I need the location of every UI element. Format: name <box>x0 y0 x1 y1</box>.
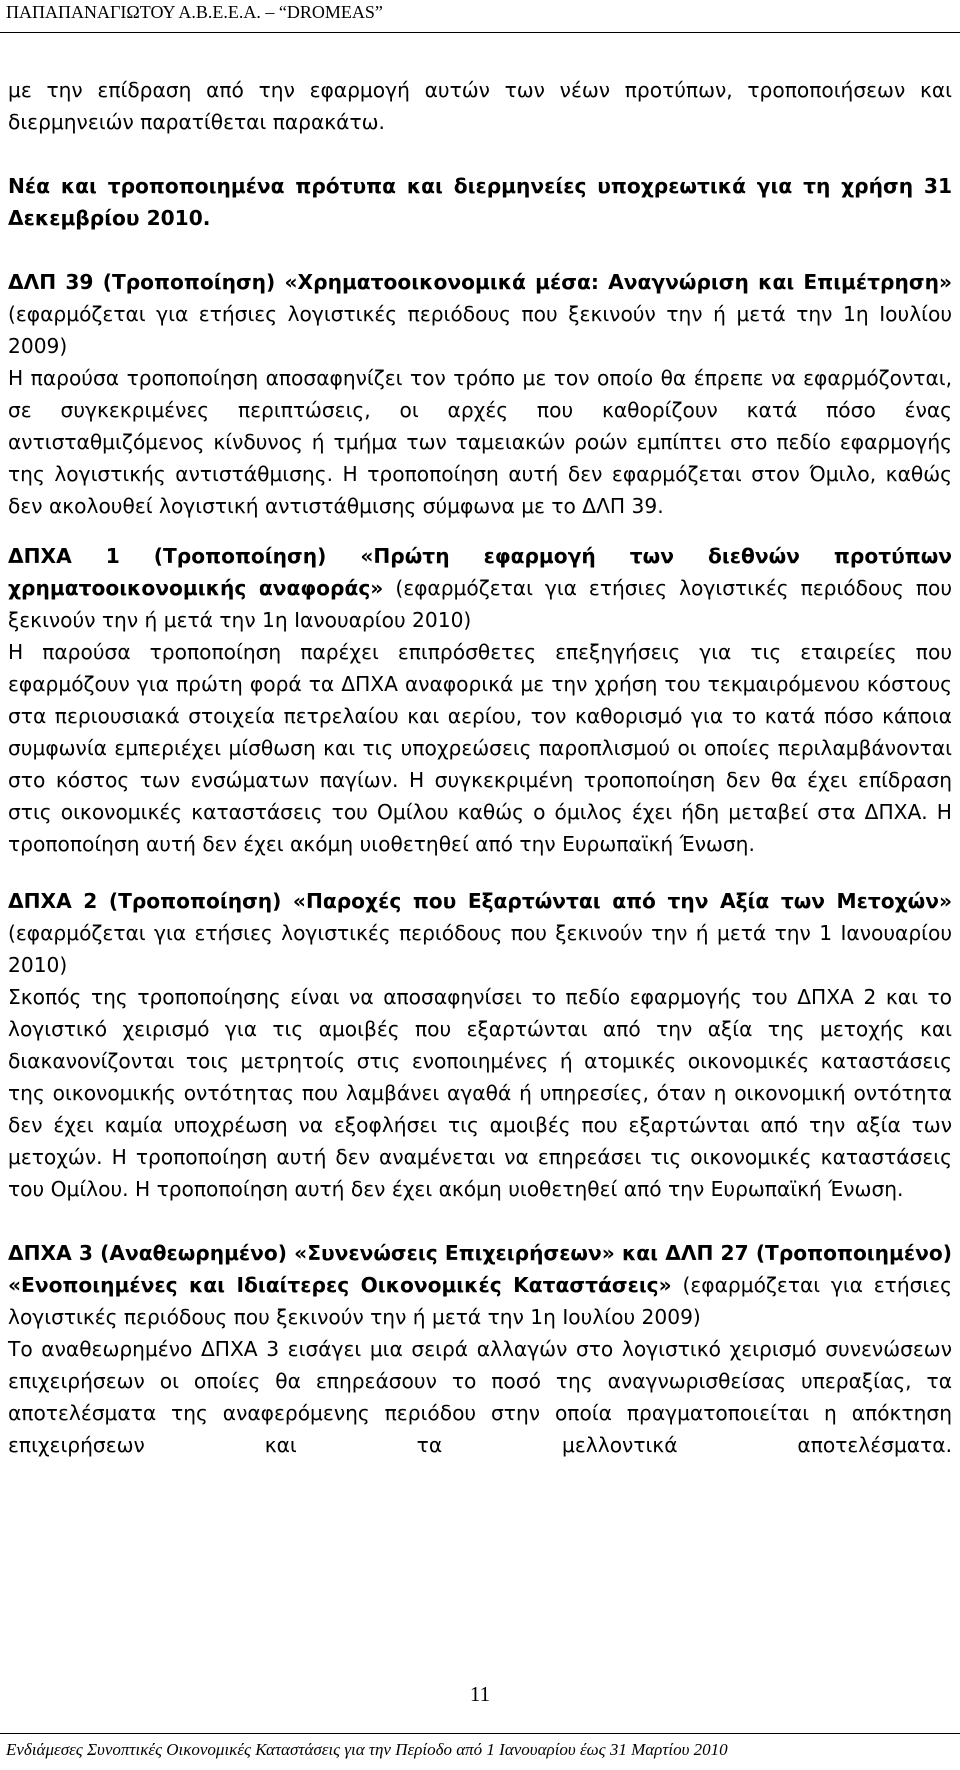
standard-paragraph <box>8 885 952 981</box>
standard-title: ΔΛΠ 39 (Τροποποίηση) «Χρηματοοικονομικά μέσα: Αναγνώριση και Επιμέτρηση» <box>8 270 952 294</box>
standard-description: Σκοπός της τροποποίησης είναι να αποσαφηνίσει το πεδίο εφαρμογής του ΔΠΧΑ 2 και το λογιστικό χειρισμό για τις αμοιβές που εξαρτώνται από την αξία της μετοχής και διακανονίζονται τοις μετρητοίς στις ενοποιημένες ή ατομικές οικονομικές καταστάσεις της οικονομικής οντότητας που λαμβάνει αγαθά ή υπηρεσίες, όταν η οικονομική οντότητα δεν έχει καμία υποχρέωση να εξοφλήσει τις αμοιβές που εξαρτώνται από την αξία των μετοχών. Η τροποποίηση αυτή δεν αναμένεται να επηρεάσει τις οικονομικές καταστάσεις του Ομίλου. Η τροποποίηση αυτή δεν έχει ακόμη υιοθετηθεί από την Ευρωπαϊκή Ένωση. <box>8 985 952 1201</box>
standard-scope: (εφαρμόζεται για ετήσιες λογιστικές περιόδους που ξεκινούν την ή μετά την 1 Ιανουαρίου 2010) <box>8 921 952 977</box>
standard-description: Η παρούσα τροποποίηση παρέχει επιπρόσθετες επεξηγήσεις για τις εταιρείες που εφαρμόζουν για πρώτη φορά τα ΔΠΧΑ αναφορικά με την χρήση του τεκμαιρόμενου κόστους στα περιουσιακά στοιχεία πετρελαίου και αερίου, τον καθορισμό για το κατά πόσο κάποια συμφωνία εμπεριέχει μίσθωση και τις υποχρεώσεις παροπλισμού οι οποίες περιλαμβάνονται στο κόστος των ενσώματων παγίων. Η συγκεκριμένη τροποποίηση δεν θα έχει επίδραση στις οικονομικές καταστάσεις του Ομίλου καθώς ο όμιλος έχει ήδη μεταβεί στα ΔΠΧΑ. Η τροποποίηση αυτή δεν έχει ακόμη υιοθετηθεί από την Ευρωπαϊκή Ένωση. <box>8 640 952 856</box>
standard-paragraph <box>8 266 952 362</box>
standard-description: Το αναθεωρημένο ΔΠΧΑ 3 εισάγει μια σειρά αλλαγών στο λογιστικό χειρισμό συνενώσεων επιχειρήσεων οι οποίες θα επηρεάσουν το ποσό της αναγνωρισθείσας υπεραξίας, τα αποτελέσματα της αναφερόμενης περιόδου στην οποία πραγματοποιείται η απόκτηση επιχειρήσεων και τα μελλοντικά αποτελέσματα. <box>8 1337 952 1457</box>
document-footer: Ενδιάμεσες Συνοπτικές Οικονομικές Καταστάσεις για την Περίοδο από 1 Ιανουαρίου έως 31 Μαρτίου 2010 <box>6 1740 728 1759</box>
standard-item <box>8 885 952 1205</box>
page-number: 11 <box>469 1682 491 1706</box>
document-header: ΠΑΠΑΠΑΝΑΓΙΩΤΟΥ Α.Β.Ε.Ε.Α. – “DROMEAS” <box>6 2 383 22</box>
standard-description: Η παρούσα τροποποίηση αποσαφηνίζει τον τρόπο με τον οποίο θα έπρεπε να εφαρμόζονται, σε συγκεκριμένες περιπτώσεις, οι αρχές που καθορίζουν κατά πόσο ένας αντισταθμιζόμενος κίνδυνος ή τμήμα των ταμειακών ροών εμπίπτει στο πεδίο εφαρμογής της λογιστικής αντιστάθμισης. Η τροποποίηση αυτή δεν εφαρμόζεται στον Όμιλο, καθώς δεν ακολουθεί λογιστική αντιστάθμισης σύμφωνα με το ΔΛΠ 39. <box>8 366 952 518</box>
standard-title: ΔΠΧΑ 2 (Τροποποίηση) «Παροχές που Εξαρτώνται από την Αξία των Μετοχών» <box>8 889 952 913</box>
standard-item <box>8 540 952 860</box>
document-body <box>8 74 952 1461</box>
standard-title: ΔΠΧΑ 1 (Τροποποίηση) «Πρώτη εφαρμογή των διεθνών προτύπων χρηματοοικονομικής αναφοράς» <box>8 544 952 600</box>
standard-paragraph <box>8 540 952 636</box>
section-title: Νέα και τροποποιημένα πρότυπα και διερμηνείες υποχρεωτικά για τη χρήση 31 Δεκεμβρίου 2010. <box>8 174 952 230</box>
standard-scope: (εφαρμόζεται για ετήσιες λογιστικές περιόδους που ξεκινούν την ή μετά την 1η Ιουλίου 2009) <box>8 1273 953 1329</box>
standard-item <box>8 1237 952 1461</box>
standard-item <box>8 266 952 522</box>
standard-title: ΔΠΧΑ 3 (Αναθεωρημένο) «Συνενώσεις Επιχειρήσεων» και ΔΛΠ 27 (Τροποποιημένο) «Ενοποιημένες και Ιδιαίτερες Οικονομικές Καταστάσεις» <box>8 1241 952 1297</box>
standard-paragraph <box>8 1237 952 1333</box>
footer-rule <box>0 1733 960 1734</box>
header-rule <box>0 32 960 33</box>
intro-paragraph: με την επίδραση από την εφαρμογή αυτών των νέων προτύπων, τροποποιήσεων και διερμηνειών παρατίθεται παρακάτω. <box>8 78 952 134</box>
standard-scope: (εφαρμόζεται για ετήσιες λογιστικές περιόδους που ξεκινούν την ή μετά την 1η Ιουλίου 2009) <box>8 302 952 358</box>
standard-scope: (εφαρμόζεται για ετήσιες λογιστικές περιόδους που ξεκινούν την ή μετά την 1η Ιανουαρίου 2010) <box>8 576 953 632</box>
